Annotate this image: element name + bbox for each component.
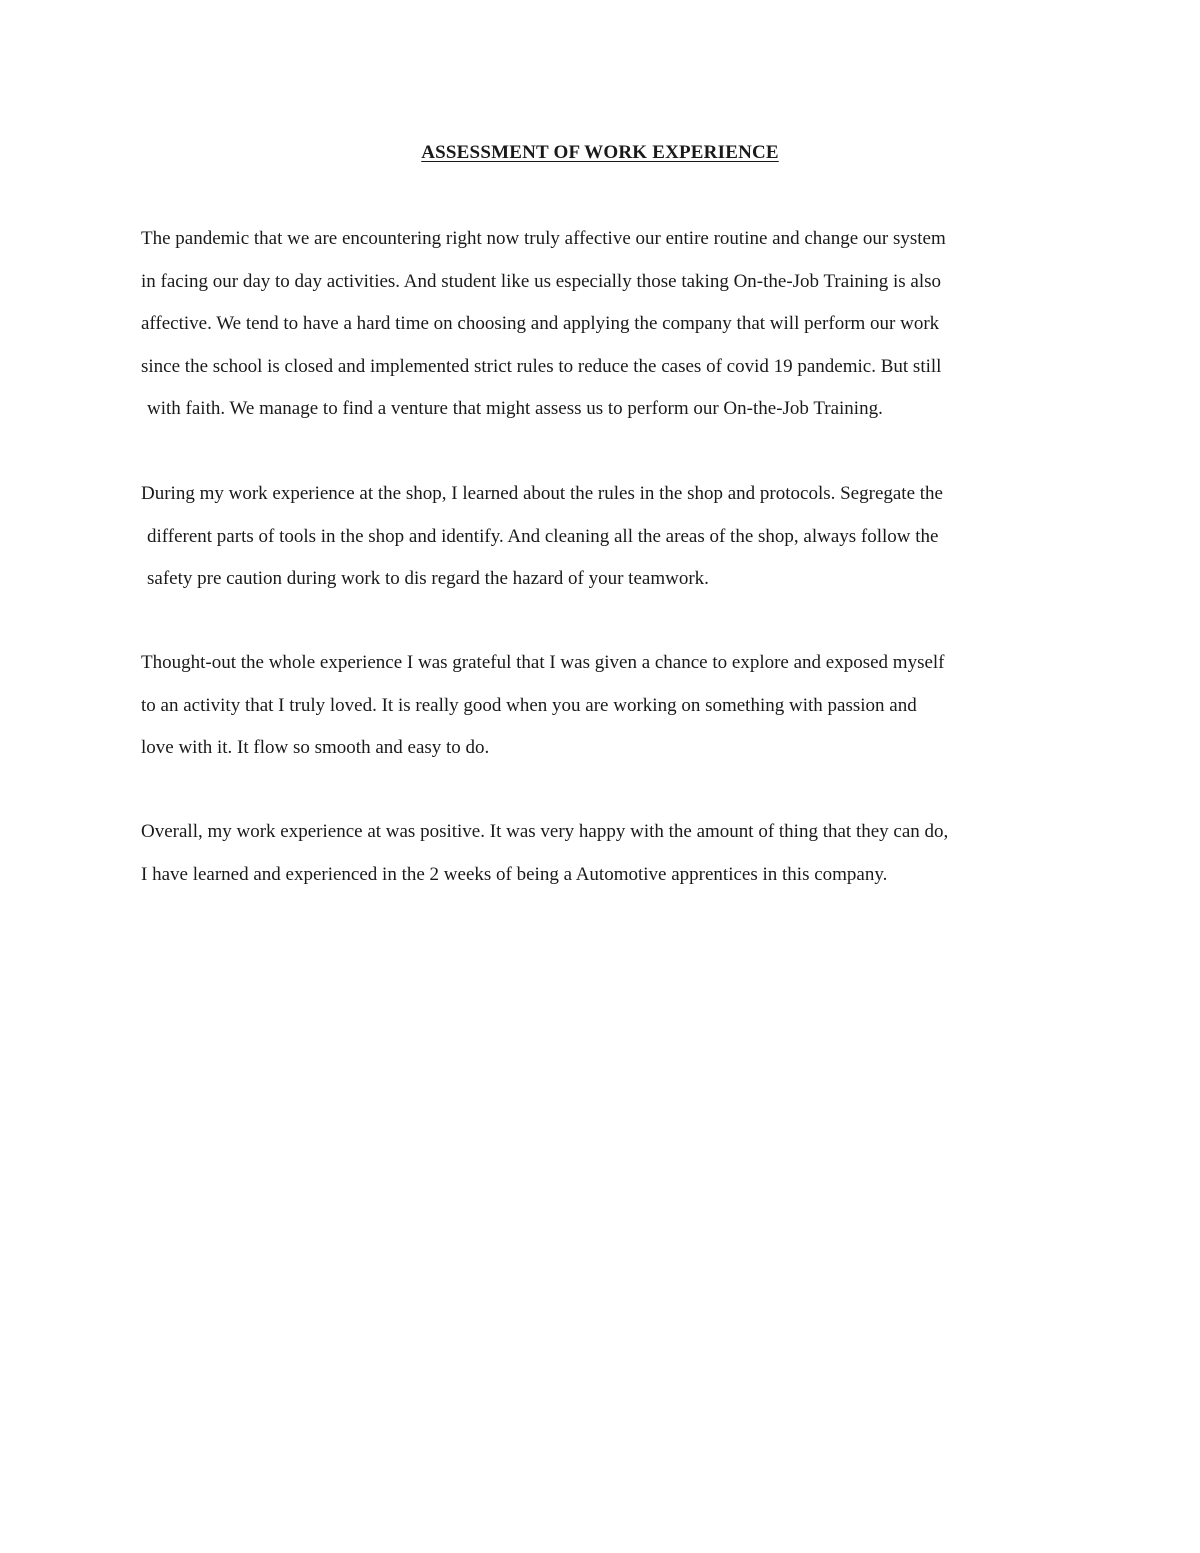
document-title: ASSESSMENT OF WORK EXPERIENCE (421, 142, 779, 163)
paragraph-line: with faith. We manage to find a venture that might assess us to perform our On-the-Job Training. (147, 398, 883, 419)
paragraph-shop-experience (141, 482, 1071, 610)
paragraph-line: Overall, my work experience at was positive. It was very happy with the amount of thing that they can do, (141, 821, 949, 842)
paragraph-pandemic (141, 227, 1071, 440)
paragraph-line: Thought-out the whole experience I was grateful that I was given a chance to explore and exposed myself (141, 652, 945, 673)
paragraph-line: since the school is closed and implemented strict rules to reduce the cases of covid 19 pandemic. But still (141, 355, 942, 377)
paragraph-line: different parts of tools in the shop and identify. And cleaning all the areas of the shop, always follow the (147, 525, 939, 547)
paragraph-overall (141, 820, 1071, 905)
paragraph-line: love with it. It flow so smooth and easy to do. (141, 737, 490, 758)
paragraph-line: During my work experience at the shop, I learned about the rules in the shop and protocols. Segregate the (141, 483, 943, 504)
paragraph-line: to an activity that I truly loved. It is really good when you are working on something with passion and (141, 694, 917, 716)
paragraph-line: safety pre caution during work to dis regard the hazard of your teamwork. (147, 568, 709, 589)
paragraph-gratitude (141, 651, 1071, 779)
paragraph-line: affective. We tend to have a hard time on choosing and applying the company that will perform our work (141, 313, 940, 334)
paragraph-line: The pandemic that we are encountering right now truly affective our entire routine and change our system (141, 228, 946, 249)
paragraph-line: I have learned and experienced in the 2 weeks of being a Automotive apprentices in this company. (141, 863, 888, 885)
paragraph-line: in facing our day to day activities. And student like us especially those taking On-the-Job Training is also (141, 270, 941, 292)
